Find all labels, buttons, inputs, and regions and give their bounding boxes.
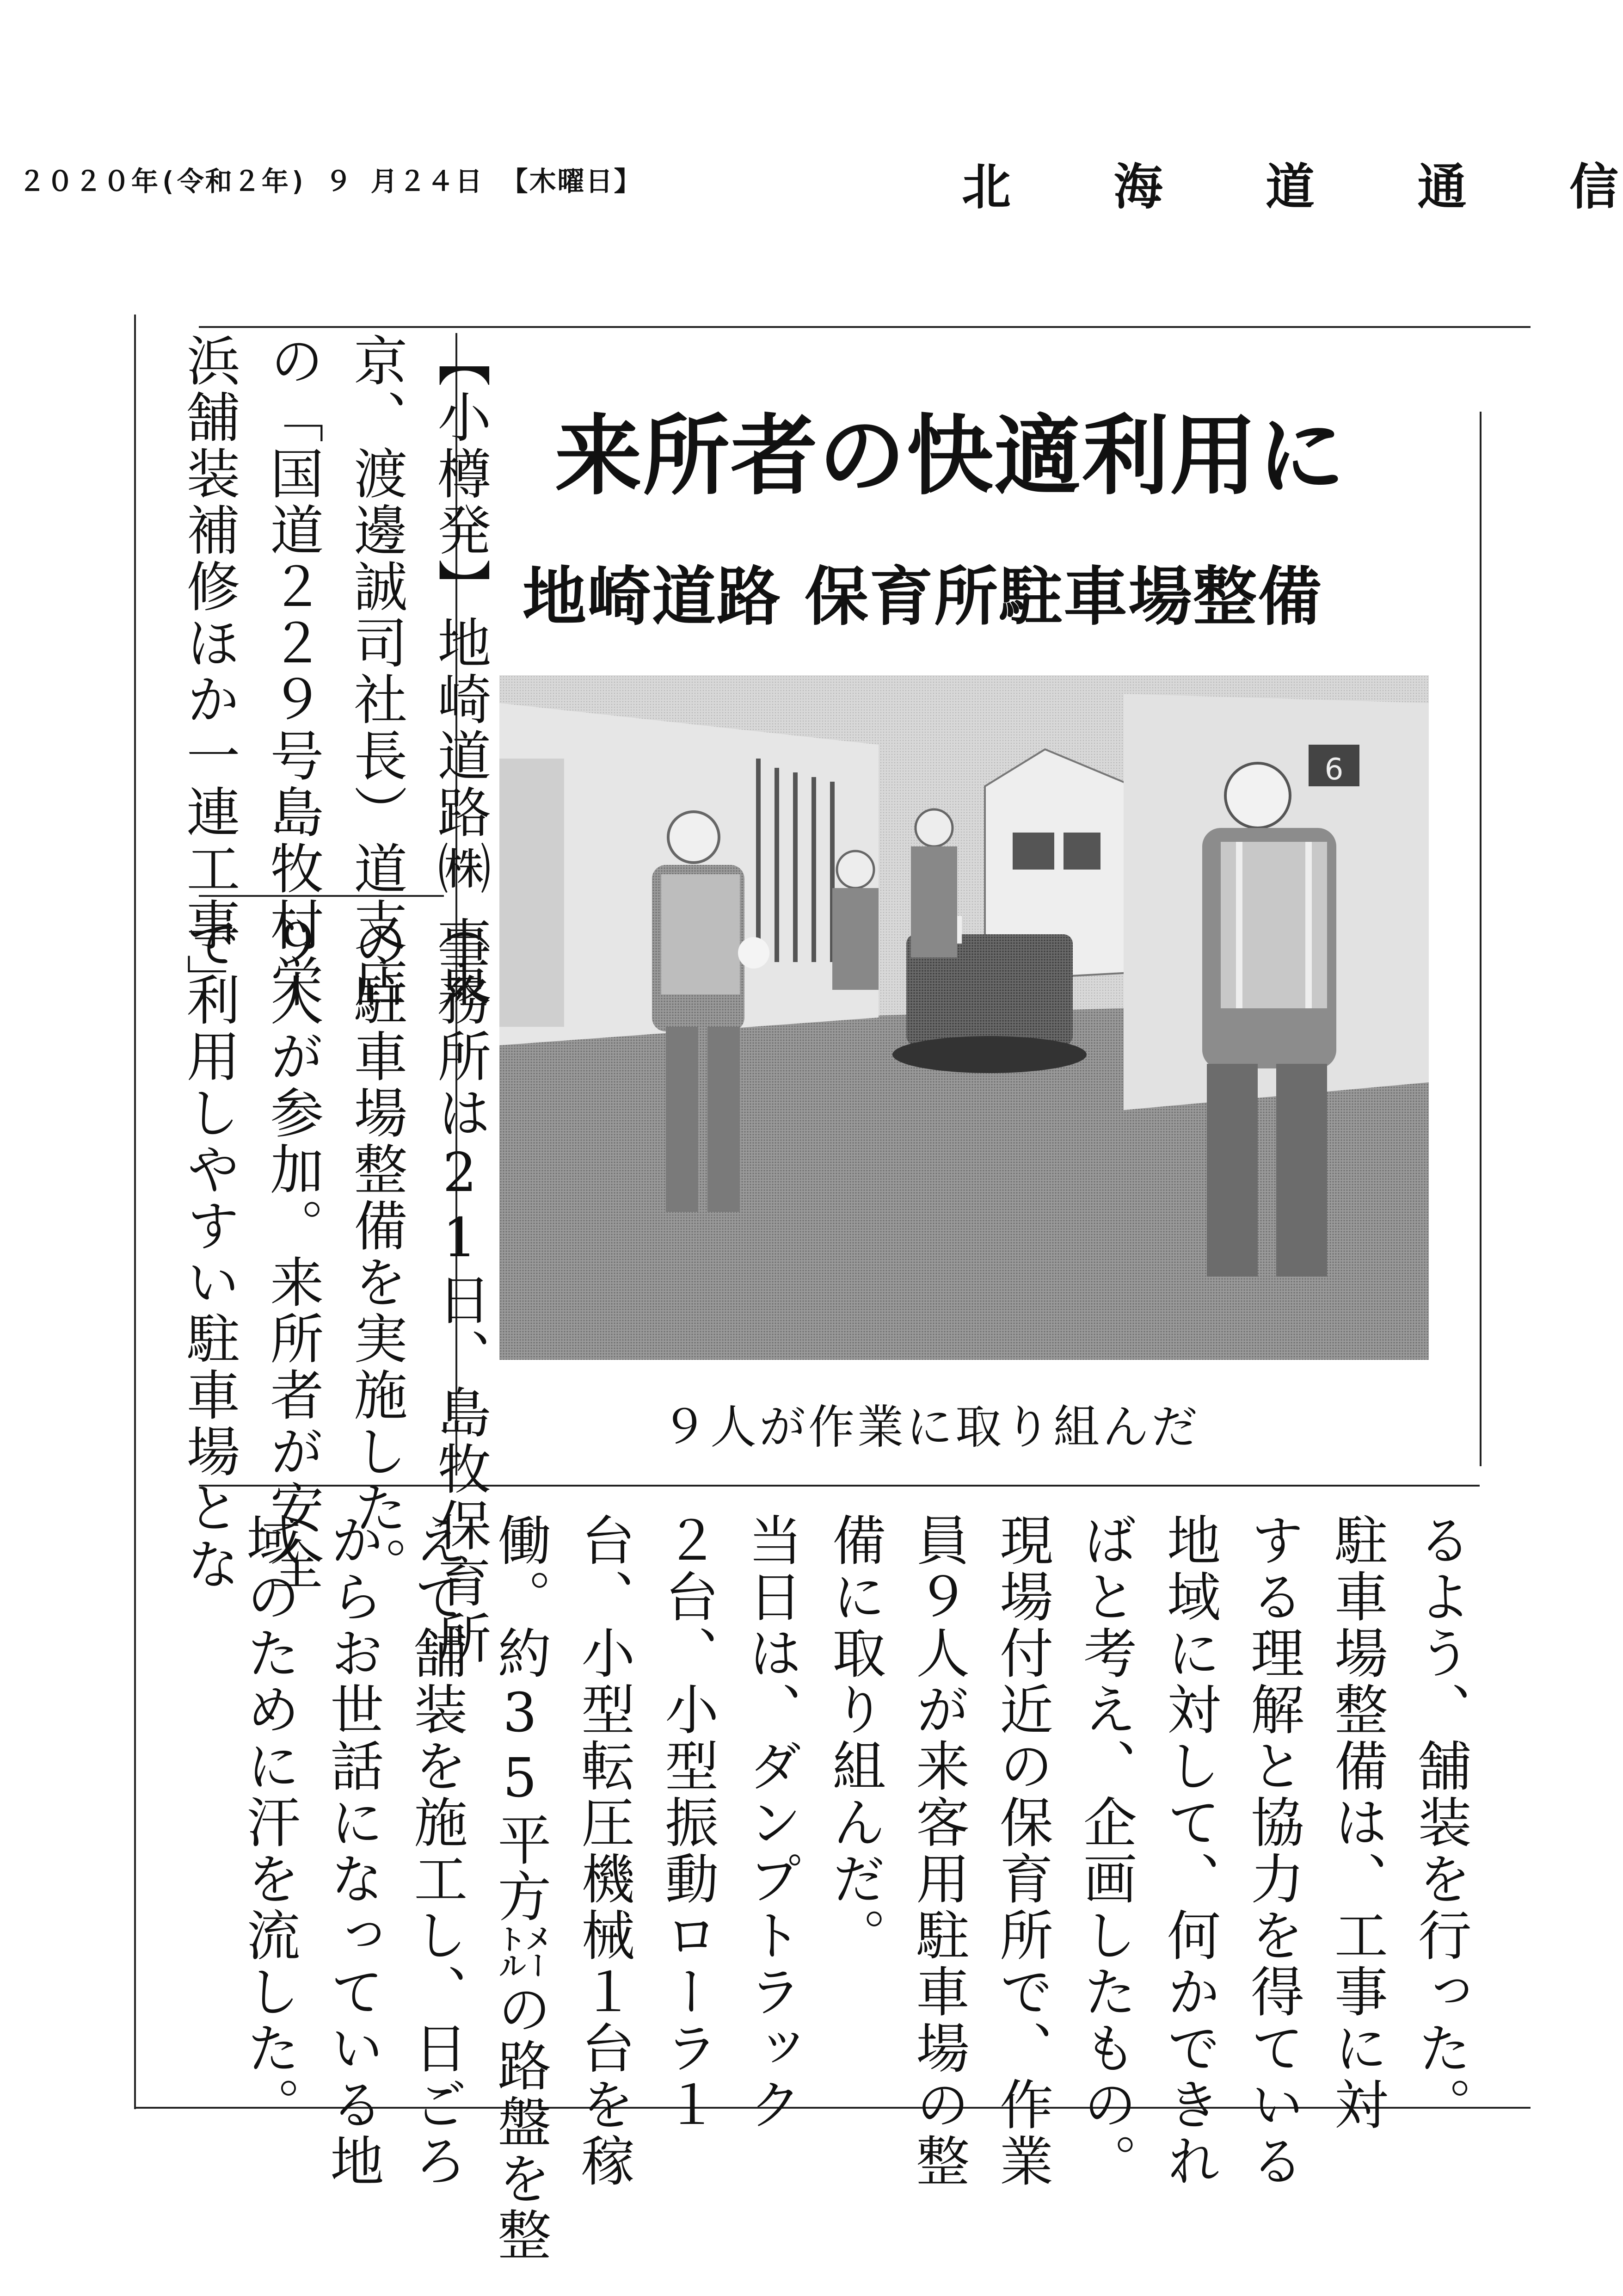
- text-line: 備に取り組んだ。: [823, 1512, 886, 1964]
- text-line: えて舗装を施工し、日ごろ: [405, 1512, 467, 2190]
- text-line: の「国道２２９号島牧村栄: [261, 333, 324, 1010]
- newspaper-name-char: 海: [1113, 158, 1163, 216]
- text-line: 事務所は21日、島牧保育所: [428, 916, 491, 1667]
- text-line: 台、小型転圧機械１台を稼: [572, 1512, 635, 2190]
- article-photo: [499, 675, 1429, 1360]
- text-line: 当日は、ダンプトラック: [739, 1512, 802, 2133]
- headline: 来所者の快適利用に: [555, 405, 1346, 507]
- text-line: で利用しやすい駐車場とな: [177, 916, 240, 1593]
- text-line: 員９人が来客用駐車場の整: [907, 1512, 970, 2190]
- text-line: るよう、舗装を行った。: [1409, 1512, 1472, 2133]
- text-line: 駐車場整備は、工事に対: [1325, 1512, 1388, 2133]
- text-line: ９人が参加。来所者が安全: [261, 916, 324, 1593]
- newspaper-name-char: 通: [1417, 158, 1467, 216]
- placard-label: 6: [1324, 753, 1344, 787]
- lead-paragraph-bottom: [166, 916, 501, 1667]
- body-paragraph: [227, 1512, 1482, 2264]
- newspaper-name: [962, 148, 1618, 218]
- text-line: 京、渡邊誠司社長）道支店: [344, 333, 407, 1010]
- newspaper-name-char: 道: [1266, 158, 1315, 216]
- dateline: ２０２０年(令和２年) ９ 月２４日 【木曜日】: [18, 166, 642, 197]
- text-line: の駐車場整備を実施した。: [344, 916, 407, 1593]
- article-left-rule: [134, 315, 136, 2109]
- photo-caption: ９人が作業に取り組んだ: [661, 1400, 1200, 1454]
- text-line: 浜舗装補修ほか一連工事」: [177, 333, 240, 1010]
- text-line: 現場付近の保育所で、作業: [990, 1512, 1053, 2190]
- article-top-rule: [199, 326, 1531, 328]
- newspaper-name-char: 信: [1569, 158, 1618, 216]
- newspaper-name-char: 北: [962, 158, 1011, 216]
- subheadline: 地崎道路 保育所駐車場整備: [523, 560, 1323, 634]
- headline-box-right-rule: [1480, 412, 1482, 1466]
- lead-paragraph-top: [166, 333, 501, 1010]
- text-line: 働。約35平方㍍の路盤を整: [488, 1512, 551, 2264]
- text-line: 【小樽発】地崎道路㈱（東: [428, 333, 491, 1010]
- text-line: からお世話になっている地: [321, 1512, 384, 2190]
- text-line: する理解と協力を得ている: [1242, 1512, 1304, 2190]
- text-line: 地域に対して、何かできれ: [1158, 1512, 1221, 2190]
- text-line: ２台、小型振動ローラ１: [656, 1512, 719, 2133]
- text-line: ばと考え、企画したもの。: [1074, 1512, 1137, 2190]
- text-line: 域のために汗を流した。: [237, 1512, 300, 2133]
